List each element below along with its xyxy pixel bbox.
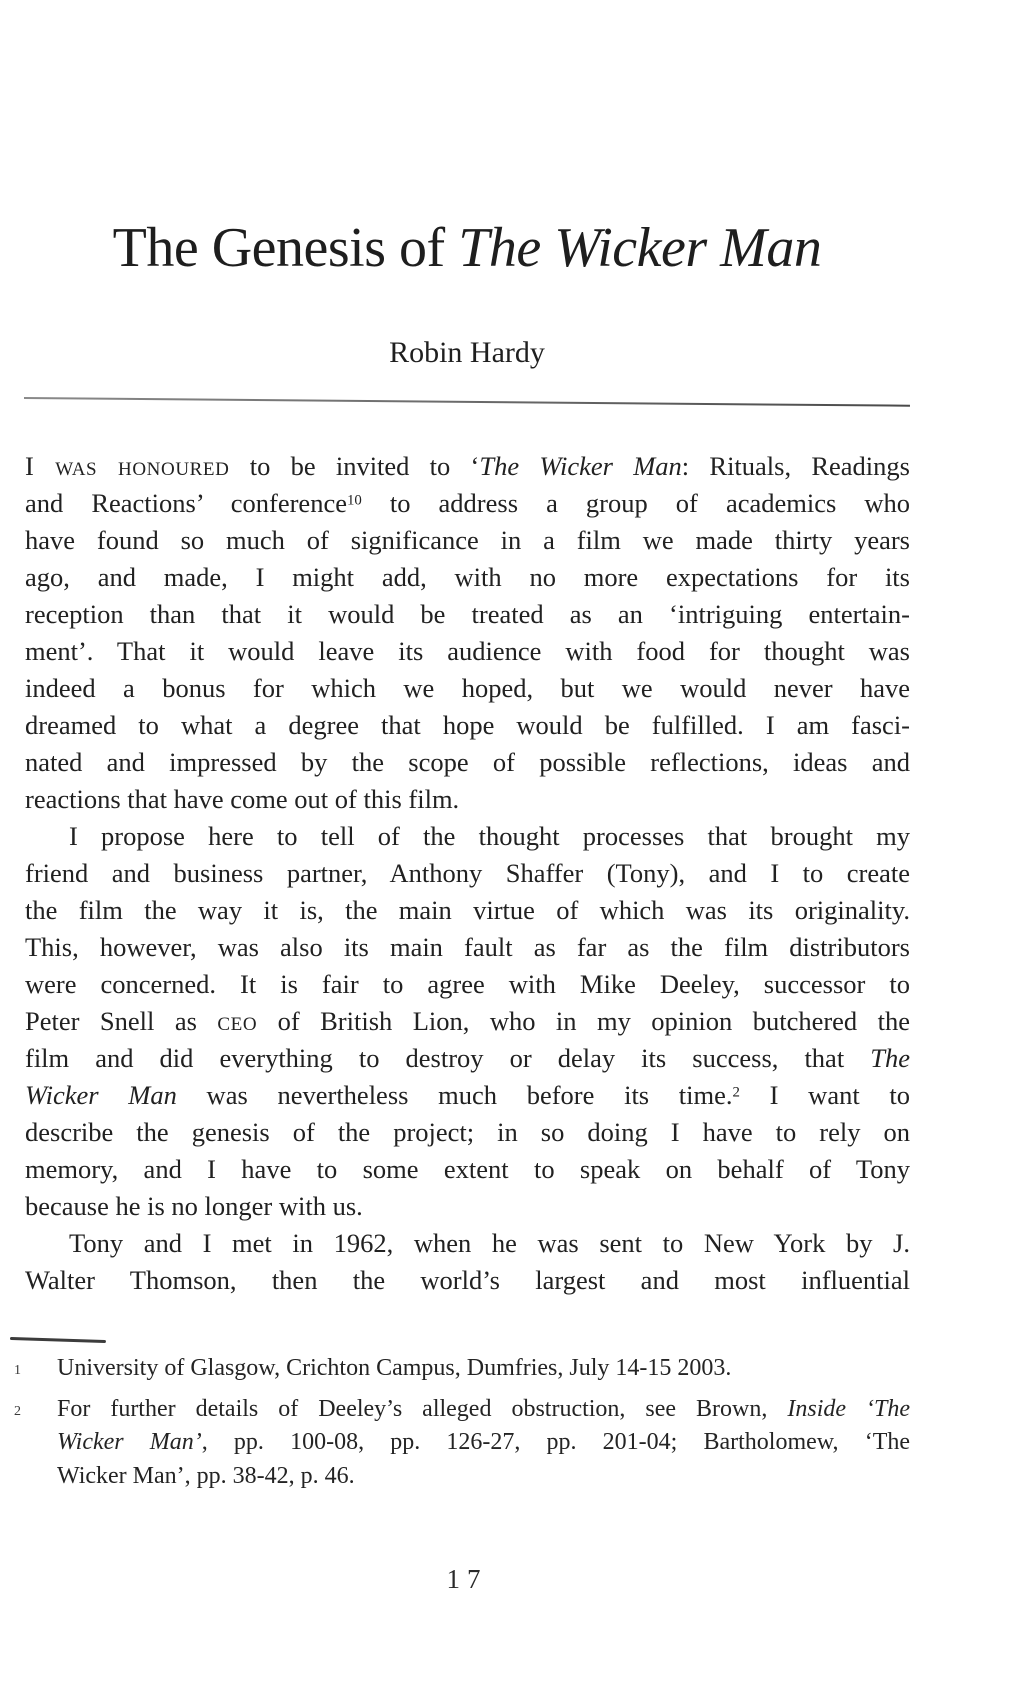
header-divider xyxy=(24,397,910,407)
text-line: because he is no longer with us. xyxy=(25,1191,363,1221)
text-line: dreamed to what a degree that hope would be fulfilled. I am fasci- xyxy=(25,710,910,740)
paragraph xyxy=(25,1225,910,1299)
text-line: ment’. That it would leave its audience with food for thought was xyxy=(25,636,910,666)
text-line: Wicker Man’, pp. 100-08, pp. 126-27, pp. 201-04; Bartholomew, ‘The xyxy=(57,1429,911,1455)
text-line: the film the way it is, the main virtue of which was its originality. xyxy=(25,895,910,925)
footnotes-section xyxy=(8,1352,910,1493)
text-line: nated and impressed by the scope of possible reflections, ideas and xyxy=(25,747,910,777)
text-line: For further details of Deeley’s alleged obstruction, see Brown, Inside ‘The xyxy=(57,1395,910,1422)
text-line: were concerned. It is fair to agree with Mike Deeley, successor to xyxy=(25,969,910,999)
page-number: 17 xyxy=(446,1564,488,1594)
text-line: memory, and I have to some extent to speak on behalf of Tony xyxy=(25,1154,910,1184)
text-line: reactions that have come out of this film. xyxy=(25,784,460,814)
text-line: Walter Thomson, then the world’s largest and most influential xyxy=(25,1265,910,1295)
text-line: This, however, was also its main fault as far as the film distributors xyxy=(25,932,910,962)
text-line: film and did everything to destroy or delay its success, that The xyxy=(25,1043,910,1073)
text-line: University of Glasgow, Crichton Campus, Dumfries, July 14-15 2003. xyxy=(57,1355,732,1381)
body-text xyxy=(25,448,910,1299)
footnote-marker: 1 xyxy=(14,1363,21,1378)
text-line: I propose here to tell of the thought processes that brought my xyxy=(69,821,910,851)
text-line: have found so much of significance in a film we made thirty years xyxy=(25,525,910,555)
footnote-text xyxy=(57,1352,910,1388)
text-line: Wicker Man’, pp. 38-42, p. 46. xyxy=(57,1462,355,1489)
page-title xyxy=(24,216,910,280)
text-line: describe the genesis of the project; in so doing I have to rely on xyxy=(25,1117,910,1147)
footnote xyxy=(8,1393,910,1494)
footnote-divider xyxy=(10,1337,106,1343)
footnote-marker: 2 xyxy=(14,1403,21,1419)
text-line: Tony and I met in 1962, when he was sent to New York by J. xyxy=(69,1228,910,1258)
text-line: Peter Snell as ceo of British Lion, who in my opinion butchered the xyxy=(25,1006,910,1036)
paragraph xyxy=(25,818,910,1225)
footnote xyxy=(8,1352,910,1388)
byline: Robin Hardy xyxy=(389,336,545,369)
text-line: I was honoured to be invited to ‘The Wicker Man: Rituals, Readings xyxy=(25,451,910,481)
title-italic: The Wicker Man xyxy=(458,217,822,279)
text-line: and Reactions’ conference$^{10}$ to address a group of academics who xyxy=(25,488,911,518)
text-line: indeed a bonus for which we hoped, but we would never have xyxy=(25,673,910,703)
text-line: reception than that it would be treated as an ‘intriguing entertain- xyxy=(25,599,910,629)
text-line: ago, and made, I might add, with no more expectations for its xyxy=(25,562,910,592)
paragraph xyxy=(25,448,910,818)
text-line: Wicker Man was nevertheless much before its time.$^2$ I want to xyxy=(25,1080,911,1110)
text-line: friend and business partner, Anthony Shaffer (Tony), and I to create xyxy=(25,858,910,888)
title-roman: The Genesis of xyxy=(112,217,459,279)
footnote-text xyxy=(57,1393,910,1494)
